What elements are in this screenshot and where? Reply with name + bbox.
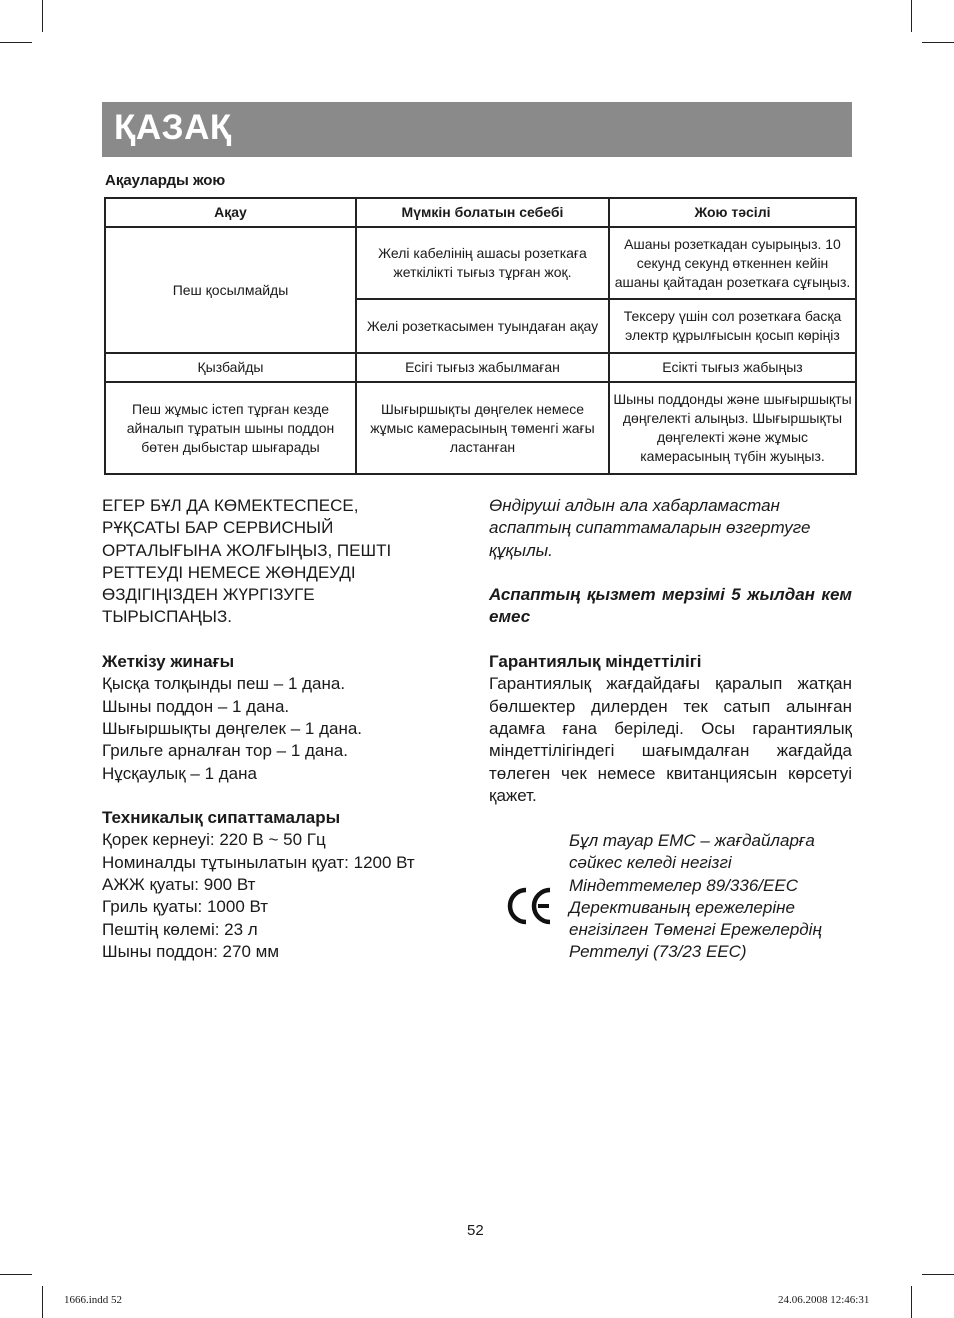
package-item: Шыны поддон – 1 дана. — [102, 696, 290, 716]
cause-cell: Желі кабелінің ашасы розеткаға жеткілікті тығыз тұрған жоқ. — [356, 227, 609, 299]
ce-line: Міндеттемелер 89/336/ЕЕС — [569, 875, 798, 895]
crop-mark — [42, 0, 43, 32]
crop-mark — [922, 1274, 954, 1275]
warning-line: ТЫРЫСПАҢЫЗ. — [102, 607, 232, 627]
fault-cell: Пеш қосылмайды — [105, 227, 356, 353]
package-item: Нұсқаулық – 1 дана — [102, 763, 257, 783]
remedy-cell: Есікті тығыз жабыңыз — [609, 353, 856, 382]
column-header: Жою тәсілі — [609, 198, 856, 227]
right-column — [489, 495, 852, 807]
package-item: Шығыршықты дөңгелек – 1 дана. — [102, 718, 363, 738]
warning-text — [102, 495, 462, 629]
ce-line: Бұл тауар ЕМС – жағдайларға — [569, 831, 815, 850]
warning-line: ЕГЕР БҰЛ ДА КӨМЕКТЕСПЕСЕ, — [102, 496, 359, 515]
crop-mark — [911, 0, 912, 32]
fault-cell: Қызбайды — [105, 353, 356, 382]
crop-mark — [922, 42, 954, 43]
package-item: Қысқа толқынды пеш – 1 дана. — [102, 674, 346, 694]
remedy-cell: Ашаны розеткадан суырыңыз. 10 секунд секунд өткеннен кейін ашаны қайтадан розеткаға сұғыңыз. — [609, 227, 856, 299]
slug-file: 1666.indd 52 — [64, 1294, 123, 1306]
package-title: Жеткізу жинағы — [102, 652, 235, 672]
cause-cell: Желі розеткасымен туындаған ақау — [356, 299, 609, 353]
column-header: Ақау — [105, 198, 356, 227]
ce-line: Дерективаның ережелеріне — [569, 897, 795, 917]
remedy-cell: Шыны поддонды және шығыршықты дөңгелекті алыңыз. Шығыршықты дөңгелекті және жұмыс камерасының түбін жуыңыз. — [609, 382, 856, 474]
warranty-title: Гарантиялық міндеттілігі — [489, 652, 702, 672]
warning-line: ӨЗДІГІҢІЗДЕН ЖҮРГІЗУГЕ — [102, 585, 315, 605]
manufacturer-note: Өндіруші алдын ала хабарламастан аспаптың сипаттамаларын өзгертуге құқылы. — [489, 496, 811, 560]
warning-line: ОРТАЛЫҒЫНА ЖОЛҒЫҢЫЗ, ПЕШТІ — [102, 540, 392, 560]
crop-mark — [911, 1286, 912, 1318]
column-header: Мүмкін болатын себебі — [356, 198, 609, 227]
spec-item: Гриль қуаты: 1000 Вт — [102, 897, 269, 917]
troubleshooting-table — [104, 197, 857, 475]
crop-mark — [0, 42, 32, 43]
warning-line: РЕТТЕУДІ НЕМЕСЕ ЖӨНДЕУДІ — [102, 562, 356, 582]
table-row — [105, 382, 856, 474]
table-row — [105, 353, 856, 382]
ce-line: енгізілген Төменгі Ережелердің — [569, 920, 822, 940]
warning-line: РҰҚСАТЫ БАР СЕРВИСНЫЙ — [102, 518, 334, 538]
table-header-row — [105, 198, 856, 227]
spec-item: Қорек кернеуі: 220 В ~ 50 Гц — [102, 830, 326, 850]
page-number: 52 — [467, 1222, 484, 1239]
left-column — [102, 495, 462, 963]
section-banner — [102, 102, 852, 157]
crop-mark — [0, 1274, 32, 1275]
package-item: Грильге арналған тор – 1 дана. — [102, 741, 348, 761]
slug-timestamp: 24.06.2008 12:46:31 — [778, 1294, 870, 1306]
ce-mark-icon — [505, 886, 555, 926]
spec-item: Номиналды тұтынылатын қуат: 1200 Вт — [102, 852, 415, 872]
ce-compliance-note — [569, 830, 854, 964]
fault-cell: Пеш жұмыс істеп тұрған кезде айналып тұратын шыны поддон бөтен дыбыстар шығарады — [105, 382, 356, 474]
remedy-cell: Тексеру үшін сол розеткаға басқа электр құрылғысын қосып көріңіз — [609, 299, 856, 353]
warranty-text: Гарантиялық жағдайдағы қаралып жатқан бөлшектер дилерден тек сатып алынған адамға ғана беріледі. Осы гарантиялық міндеттілігіндегі шағымдалған жағдайда төлеген чек немесе квитанциясын көрсетуі қажет. — [489, 674, 852, 805]
spec-item: Пештің көлемі: 23 л — [102, 919, 258, 939]
ce-line: сәйкес келеді негізгі — [569, 853, 732, 873]
crop-mark — [42, 1286, 43, 1318]
table-row — [105, 227, 856, 299]
spec-item: АЖЖ қуаты: 900 Вт — [102, 875, 256, 895]
cause-cell: Есігі тығыз жабылмаған — [356, 353, 609, 382]
cause-cell: Шығыршықты дөңгелек немесе жұмыс камерасының төменгі жағы ластанған — [356, 382, 609, 474]
service-life: Аспаптың қызмет мерзімі 5 жылдан кем емес — [489, 585, 852, 627]
troubleshooting-title: Ақауларды жою — [105, 172, 226, 189]
specs-title: Техникалық сипаттамалары — [102, 808, 341, 828]
spec-item: Шыны поддон: 270 мм — [102, 941, 280, 961]
ce-line: Реттелуі (73/23 ЕЕС) — [569, 942, 747, 962]
section-title: ҚАЗАҚ — [114, 108, 232, 147]
